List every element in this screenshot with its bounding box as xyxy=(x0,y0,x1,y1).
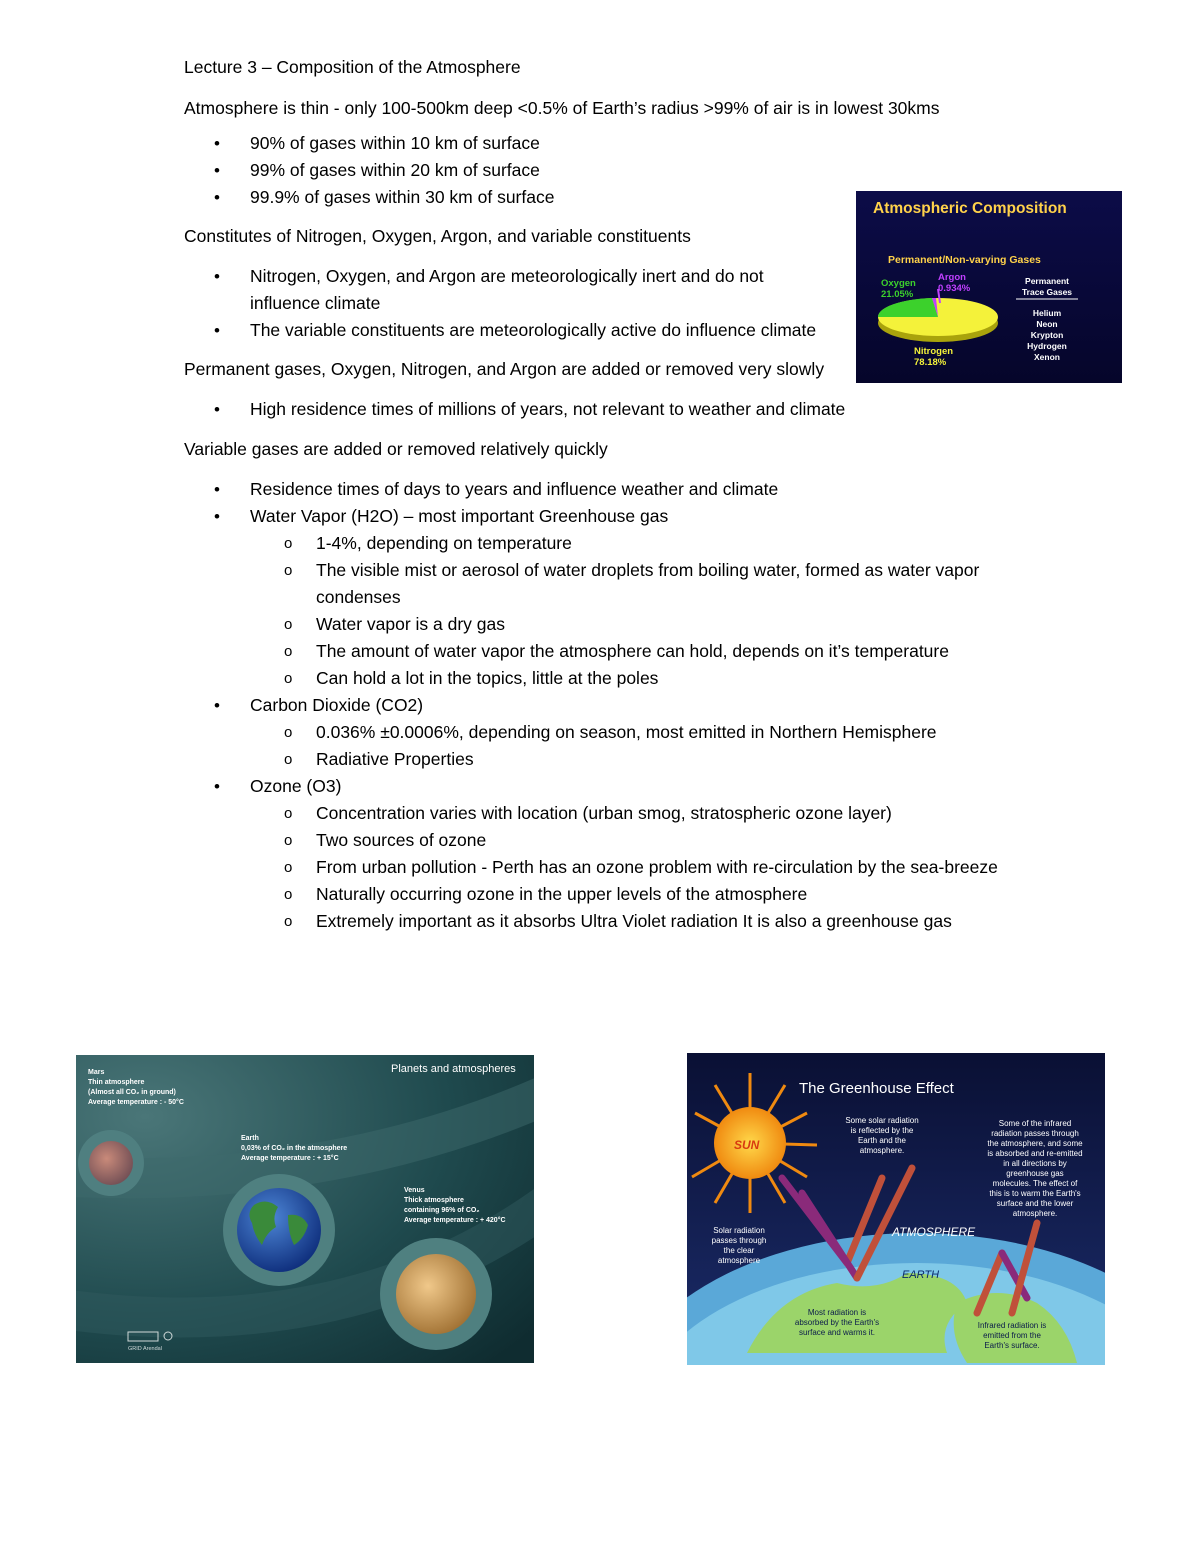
page-title: Lecture 3 – Composition of the Atmosphere xyxy=(184,57,521,77)
venus-caption: Average temperature : + 420°C xyxy=(404,1217,506,1224)
figure-subtitle: Permanent/Non-varying Gases xyxy=(888,254,1041,266)
figure-title: The Greenhouse Effect xyxy=(799,1080,954,1097)
argon-label: Argon xyxy=(938,272,966,283)
list-item xyxy=(250,503,1014,692)
infrared-caption: in all directions by xyxy=(1003,1159,1067,1168)
oxygen-value: 21.05% xyxy=(881,289,914,300)
infrared-caption: this is to warm the Earth's xyxy=(989,1189,1081,1198)
emitted-caption: Earth's surface. xyxy=(984,1341,1040,1350)
list-item: • 99.9% of gases within 30 km of surface xyxy=(250,184,1014,211)
planets-atmospheres-figure xyxy=(76,1055,534,1363)
reflected-caption: Earth and the xyxy=(857,1136,907,1145)
list-item: • High residence times of millions of years, not relevant to weather and climate xyxy=(250,396,1014,423)
sublist-item: o Extremely important as it absorbs Ultra Violet radiation It is also a greenhouse gas xyxy=(316,908,1016,935)
earth-caption: Earth xyxy=(241,1135,259,1142)
permanent-paragraph: Permanent gases, Oxygen, Nitrogen, and Argon are added or removed very slowly xyxy=(184,359,825,379)
constitutes-list xyxy=(184,263,830,344)
infrared-caption: greenhouse gas xyxy=(1006,1169,1064,1178)
list-item xyxy=(250,773,1014,935)
sublist-item: o The visible mist or aerosol of water droplets from boiling water, formed as water vapor condenses xyxy=(316,557,1016,611)
list-item: • The variable constituents are meteorologically active do influence climate xyxy=(250,317,830,344)
sublist-item: o Two sources of ozone xyxy=(316,827,1016,854)
venus-planet xyxy=(396,1254,476,1334)
absorbed-caption: absorbed by the Earth's xyxy=(794,1318,880,1327)
list-item: • Nitrogen, Oxygen, and Argon are meteorologically inert and do not influence climate xyxy=(250,263,830,317)
trace-gas: Krypton xyxy=(1030,330,1064,340)
figure-title: Atmospheric Composition xyxy=(873,200,1067,217)
trace-gas: Neon xyxy=(1036,319,1058,329)
infrared-caption: atmosphere. xyxy=(1012,1209,1058,1218)
trace-gas: Hydrogen xyxy=(1027,341,1067,351)
ozone-heading: Ozone (O3) xyxy=(250,776,342,796)
nitrogen-value: 78.18% xyxy=(914,357,947,368)
list-item: • 90% of gases within 10 km of surface xyxy=(250,130,1014,157)
infrared-caption: radiation passes through xyxy=(991,1129,1079,1138)
greenhouse-effect-figure xyxy=(687,1053,1105,1365)
sublist-item: o Naturally occurring ozone in the upper levels of the atmosphere xyxy=(316,881,1016,908)
earth-caption: 0,03% of CO₂ in the atmosphere xyxy=(241,1145,348,1152)
infrared-caption: molecules. The effect of xyxy=(992,1179,1078,1188)
solar-caption: passes through xyxy=(711,1236,767,1245)
absorbed-caption: Most radiation is xyxy=(807,1308,867,1317)
reflected-caption: atmosphere. xyxy=(859,1146,905,1155)
mars-planet xyxy=(89,1141,133,1185)
mars-caption: Mars xyxy=(88,1069,105,1076)
sublist-item: o Water vapor is a dry gas xyxy=(316,611,1016,638)
sublist-item: o 0.036% ±0.0006%, depending on season, most emitted in Northern Hemisphere xyxy=(316,719,1014,746)
water-vapor-heading: Water Vapor (H2O) – most important Greenhouse gas xyxy=(250,506,669,526)
earth-label: EARTH xyxy=(902,1269,940,1281)
sublist-item: o Can hold a lot in the topics, little at the poles xyxy=(316,665,1016,692)
solar-caption: Solar radiation xyxy=(713,1226,765,1235)
mars-caption: (Almost all CO₂ in ground) xyxy=(88,1089,176,1096)
constitutes-paragraph: Constitutes of Nitrogen, Oxygen, Argon, and variable constituents xyxy=(184,226,691,246)
intro-paragraph: Atmosphere is thin - only 100-500km deep <0.5% of Earth’s radius >99% of air is in lowest 30kms xyxy=(184,98,940,118)
sublist-item: o Radiative Properties xyxy=(316,746,1014,773)
infrared-caption: is absorbed and re-emitted xyxy=(987,1149,1083,1158)
atmosphere-label: ATMOSPHERE xyxy=(892,1225,976,1239)
reflected-caption: Some solar radiation xyxy=(845,1116,919,1125)
list-item: • 99% of gases within 20 km of surface xyxy=(250,157,1014,184)
trace-gas: Helium xyxy=(1032,308,1062,318)
logo-text: GRID Arendal xyxy=(128,1346,162,1352)
argon-value: 0.934% xyxy=(938,283,971,294)
co2-sublist xyxy=(250,719,1014,773)
trace-header: Permanent xyxy=(1025,276,1069,286)
infrared-caption: surface and the lower xyxy=(996,1199,1074,1208)
infrared-caption: Some of the infrared xyxy=(998,1119,1072,1128)
sublist-item: o Concentration varies with location (urban smog, stratospheric ozone layer) xyxy=(316,800,1016,827)
variable-paragraph: Variable gases are added or removed relatively quickly xyxy=(184,439,608,459)
document-body xyxy=(184,54,1014,935)
trace-gas: Xenon xyxy=(1034,352,1060,362)
atmospheric-composition-figure xyxy=(856,191,1122,383)
variable-list xyxy=(184,476,1014,935)
oxygen-label: Oxygen xyxy=(881,278,916,289)
co2-heading: Carbon Dioxide (CO2) xyxy=(250,695,424,715)
list-item: • Residence times of days to years and influence weather and climate xyxy=(250,476,1014,503)
venus-caption: Venus xyxy=(404,1187,425,1194)
earth-planet xyxy=(237,1188,321,1272)
venus-caption: containing 96% of CO₂ xyxy=(404,1207,480,1214)
mars-caption: Thin atmosphere xyxy=(88,1079,145,1086)
absorbed-caption: surface and warms it. xyxy=(798,1328,876,1337)
trace-header: Trace Gases xyxy=(1021,287,1073,297)
sublist-item: o The amount of water vapor the atmosphere can hold, depends on it’s temperature xyxy=(316,638,1016,665)
permanent-list xyxy=(184,396,1014,423)
solar-caption: atmosphere xyxy=(717,1256,761,1265)
sun-label: SUN xyxy=(734,1138,760,1152)
venus-caption: Thick atmosphere xyxy=(404,1197,464,1204)
sublist-item: o 1-4%, depending on temperature xyxy=(316,530,1016,557)
emitted-caption: Infrared radiation is xyxy=(977,1321,1047,1330)
water-vapor-sublist xyxy=(250,530,1016,692)
solar-caption: the clear xyxy=(723,1246,755,1255)
nitrogen-label: Nitrogen xyxy=(914,346,954,357)
infrared-caption: the atmosphere, and some xyxy=(987,1139,1083,1148)
ozone-sublist xyxy=(250,800,1016,935)
list-item xyxy=(250,692,1014,773)
figure-title: Planets and atmospheres xyxy=(391,1063,516,1075)
emitted-caption: emitted from the xyxy=(983,1331,1041,1340)
mars-caption: Average temperature : - 50°C xyxy=(88,1099,184,1106)
earth-caption: Average temperature : + 15°C xyxy=(241,1155,339,1162)
sublist-item: o From urban pollution - Perth has an ozone problem with re-circulation by the sea-breeze xyxy=(316,854,1016,881)
reflected-caption: is reflected by the xyxy=(850,1126,914,1135)
